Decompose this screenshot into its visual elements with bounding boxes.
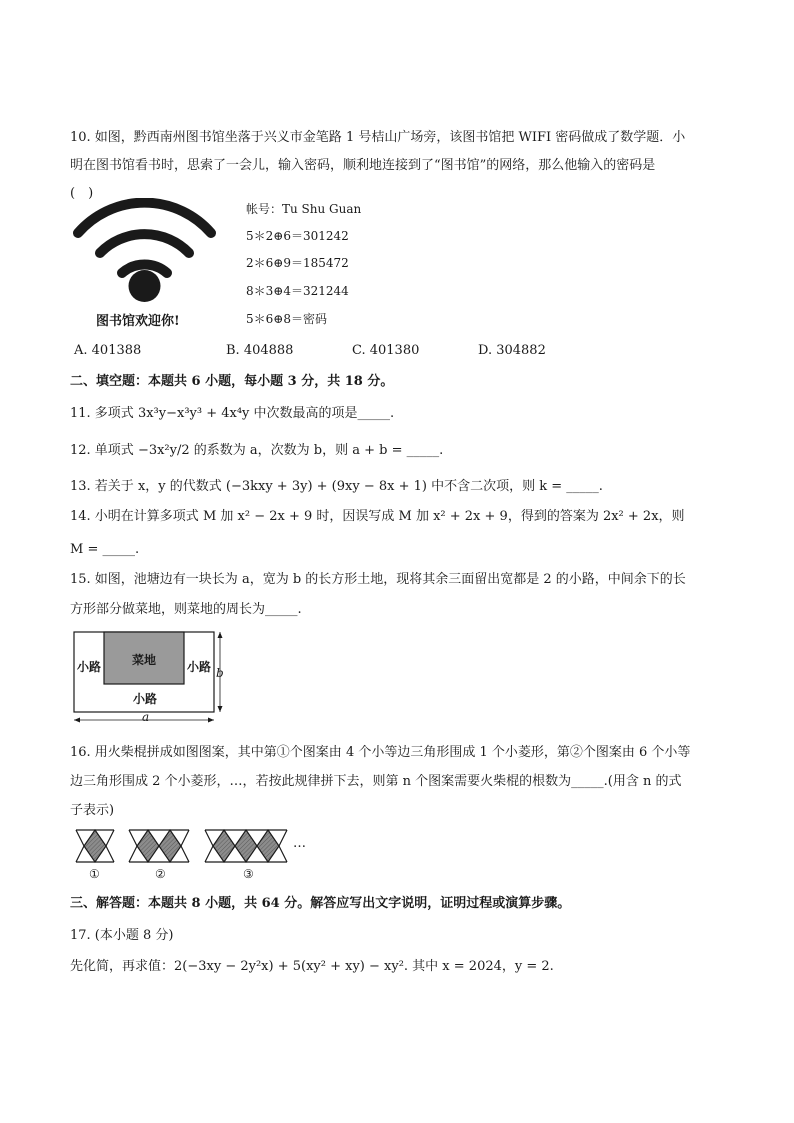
wifi-caption: 图书馆欢迎你!: [96, 314, 180, 329]
q16-line1: 16. 用火柴棍拼成如图图案，其中第①个图案由 4 个小等边三角形围成 1 个小菱形，第②个图案由 6 个小等: [70, 745, 691, 760]
dim-b-label: b: [216, 666, 224, 680]
path-bottom-label: 小路: [133, 692, 158, 706]
wifi-rule-2: 2＊6⊕9＝185472: [246, 256, 349, 270]
q17-body: 先化简，再求值：2(−3xy − 2y²x) + 5(xy² + xy) − xy². 其中 x = 2024，y = 2.: [70, 959, 554, 974]
q11: 11. 多项式 3x³y−x³y³ + 4x⁴y 中次数最高的项是_____.: [70, 406, 395, 421]
wifi-icon: [72, 198, 217, 328]
wifi-rule-4: 5＊6⊕8＝密码: [246, 312, 327, 326]
matchstick-patterns: [74, 828, 289, 866]
path-left-label: 小路: [77, 660, 102, 674]
pattern-label-1: ①: [89, 867, 100, 881]
garden-diagram: [72, 630, 232, 726]
q14-line2: M = _____.: [70, 542, 140, 557]
section-3-heading: 三、解答题：本题共 8 小题，共 64 分。解答应写出文字说明，证明过程或演算步骤。: [70, 896, 571, 911]
q10-option-a: A. 401388: [74, 343, 142, 358]
q13: 13. 若关于 x，y 的代数式 (−3kxy + 3y) + (9xy − 8x + 1) 中不含二次项，则 k = _____.: [70, 479, 603, 494]
pattern-ellipsis: …: [293, 836, 306, 851]
q10-line3: ( ): [70, 186, 94, 201]
q10-line1: 10. 如图，黔西南州图书馆坐落于兴义市金笔路 1 号桔山广场旁，该图书馆把 WIFI 密码做成了数学题．小: [70, 130, 686, 145]
q14-line1: 14. 小明在计算多项式 M 加 x² − 2x + 9 时，因误写成 M 加 x² + 2x + 9，得到的答案为 2x² + 2x，则: [70, 509, 685, 524]
q15-line2: 方形部分做菜地，则菜地的周长为_____.: [70, 602, 302, 617]
q10-option-d: D. 304882: [478, 343, 546, 358]
q17-header: 17. (本小题 8 分): [70, 928, 174, 943]
q16-line2: 边三角形围成 2 个小菱形，…，若按此规律拼下去，则第 n 个图案需要火柴棍的根数为_____.(用含 n 的式: [70, 774, 682, 789]
q16-line3: 子表示): [70, 803, 115, 818]
q10-option-c: C. 401380: [352, 343, 420, 358]
dim-a-label: a: [142, 710, 150, 724]
garden-label: 菜地: [132, 653, 157, 667]
wifi-account: 帐号：Tu Shu Guan: [246, 202, 362, 216]
q10-option-b: B. 404888: [226, 343, 294, 358]
q12: 12. 单项式 −3x²y/2 的系数为 a，次数为 b，则 a + b = _____.: [70, 443, 444, 458]
q15-line1: 15. 如图，池塘边有一块长为 a，宽为 b 的长方形土地，现将其余三面留出宽都是 2 的小路，中间余下的长: [70, 572, 686, 587]
pattern-label-2: ②: [155, 867, 166, 881]
wifi-rule-3: 8＊3⊕4＝321244: [246, 284, 349, 298]
path-right-label: 小路: [187, 660, 212, 674]
pattern-label-3: ③: [243, 867, 254, 881]
section-2-heading: 二、填空题：本题共 6 小题，每小题 3 分，共 18 分。: [70, 374, 394, 389]
q10-line2: 明在图书馆看书时，思索了一会儿，输入密码，顺利地连接到了“图书馆”的网络，那么他输入的密码是: [70, 158, 656, 173]
wifi-rule-1: 5＊2⊕6＝301242: [246, 229, 349, 243]
